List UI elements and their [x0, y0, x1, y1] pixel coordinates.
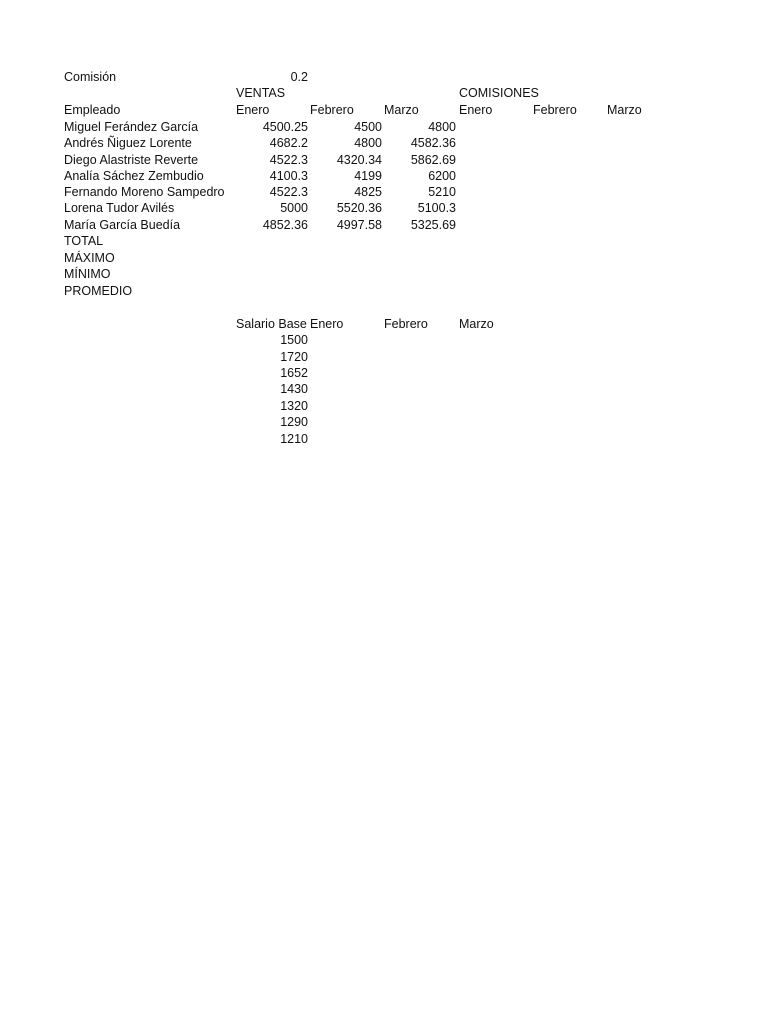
commission-value: 0.2 [290, 70, 308, 84]
summary-promedio-label: PROMEDIO [64, 284, 133, 298]
employee-name: Analía Sáchez Zembudio [64, 169, 204, 183]
sales-febrero-cell: 4199 [354, 169, 382, 183]
summary-maximo-label: MÁXIMO [64, 251, 115, 265]
summary-minimo-label: MÍNIMO [64, 267, 111, 281]
sales-febrero-cell: 5520.36 [336, 201, 382, 215]
sales-enero-cell: 5000 [280, 201, 308, 215]
employee-name: Andrés Ñiguez Lorente [64, 136, 192, 150]
employee-name: Miguel Ferández García [64, 120, 199, 134]
salary-base-value: 1720 [280, 350, 308, 364]
sales-marzo-cell: 5325.69 [410, 218, 456, 232]
ventas-section-header: VENTAS [236, 86, 286, 100]
comisiones-enero-header: Enero [459, 103, 493, 117]
ventas-marzo-header: Marzo [384, 103, 419, 117]
sales-marzo-cell: 4582.36 [410, 136, 456, 150]
summary-total-label: TOTAL [64, 234, 104, 248]
sales-marzo-cell: 6200 [428, 169, 456, 183]
salary-febrero-header: Febrero [384, 317, 428, 331]
sales-enero-cell: 4500.25 [262, 120, 308, 134]
salario-base-header: Salario Base [236, 317, 307, 331]
salary-base-value: 1290 [280, 415, 308, 429]
salary-marzo-header: Marzo [459, 317, 494, 331]
sales-enero-cell: 4682.2 [269, 136, 308, 150]
ventas-febrero-header: Febrero [310, 103, 354, 117]
ventas-enero-header: Enero [236, 103, 270, 117]
comisiones-section-header: COMISIONES [459, 86, 539, 100]
sales-febrero-cell: 4500 [354, 120, 382, 134]
commission-label: Comisión [64, 70, 117, 84]
employee-name: Lorena Tudor Avilés [64, 201, 175, 215]
sales-enero-cell: 4100.3 [269, 169, 308, 183]
sales-marzo-cell: 5100.3 [417, 201, 456, 215]
comisiones-marzo-header: Marzo [607, 103, 642, 117]
employee-name: María García Buedía [64, 218, 181, 232]
salary-base-value: 1320 [280, 399, 308, 413]
sales-enero-cell: 4852.36 [262, 218, 308, 232]
employee-name: Diego Alastriste Reverte [64, 153, 199, 167]
employee-name: Fernando Moreno Sampedro [64, 185, 225, 199]
comisiones-febrero-header: Febrero [533, 103, 577, 117]
sales-febrero-cell: 4825 [354, 185, 382, 199]
sales-febrero-cell: 4320.34 [336, 153, 382, 167]
salary-base-value: 1500 [280, 333, 308, 347]
salary-base-value: 1210 [280, 432, 308, 446]
sales-marzo-cell: 5862.69 [410, 153, 456, 167]
sales-marzo-cell: 5210 [428, 185, 456, 199]
salary-base-value: 1652 [280, 366, 308, 380]
sales-enero-cell: 4522.3 [269, 153, 308, 167]
sales-febrero-cell: 4997.58 [336, 218, 382, 232]
salary-base-value: 1430 [280, 382, 308, 396]
salary-enero-header: Enero [310, 317, 344, 331]
empleado-header: Empleado [64, 103, 121, 117]
sales-febrero-cell: 4800 [354, 136, 382, 150]
sales-marzo-cell: 4800 [428, 120, 456, 134]
sales-enero-cell: 4522.3 [269, 185, 308, 199]
